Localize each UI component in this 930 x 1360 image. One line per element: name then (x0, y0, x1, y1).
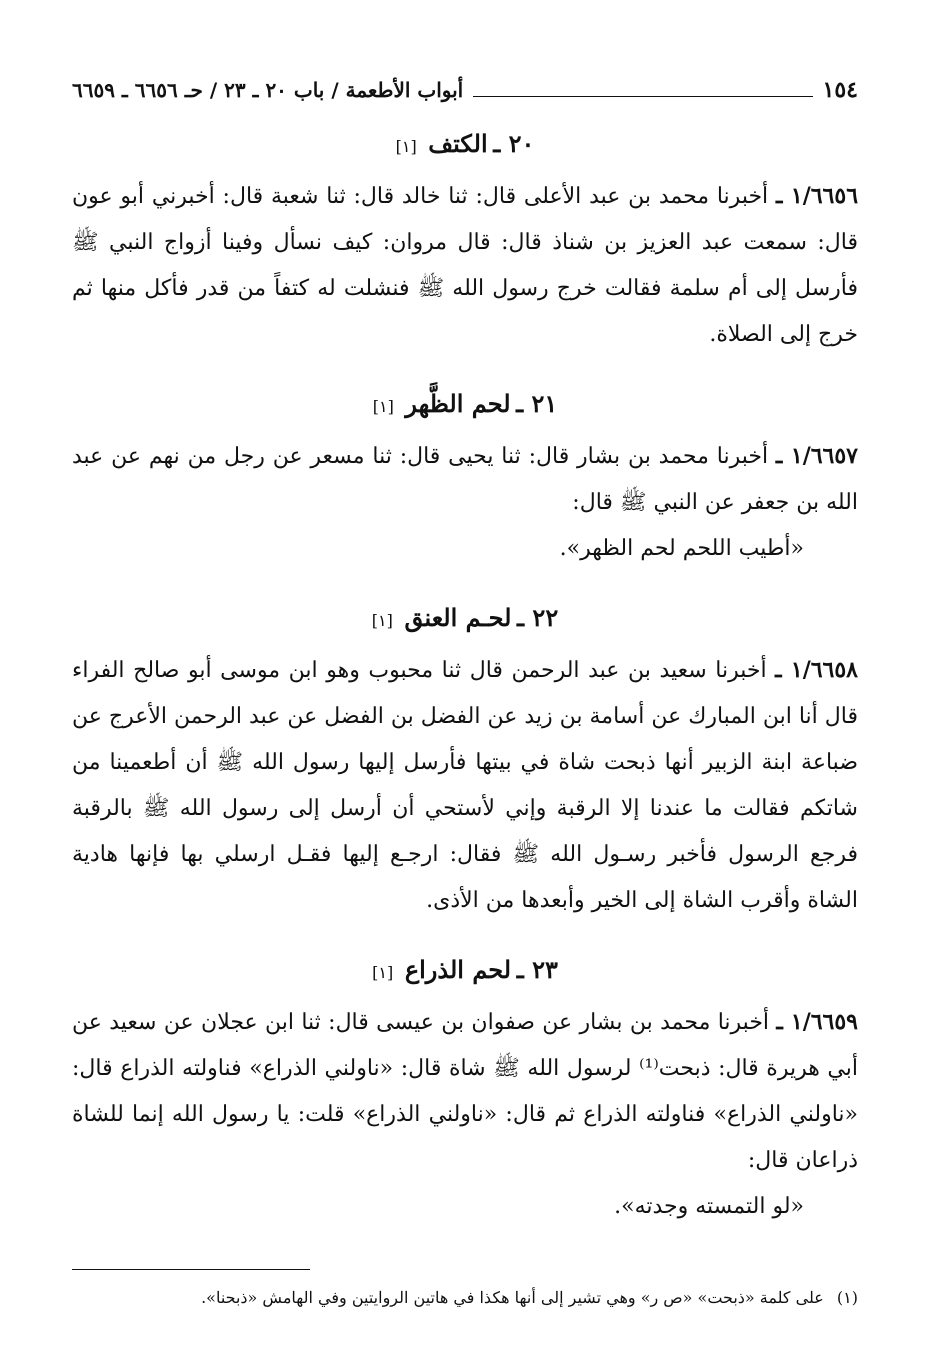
book-page (72, 70, 858, 1320)
section-title: لحم الظَّهر (405, 389, 511, 418)
section-heading (72, 378, 858, 433)
hadith-text: أخبرنا محمد بن عبد الأعلى قال: ثنا خالد قال: ثنا شعبة قال: أخبرني أبو عون قال: سمعت عبد العزيز بن شناذ قال: قال مروان: كيف نسأل وفينا أزواج النبي ﷺ فأرسل إلى أم سلمة فقالت خرج رسول الله ﷺ فنشلت له كتفاً من قدر فأكل منها ثم خرج إلى الصلاة. (72, 184, 858, 347)
footnote-text: على كلمة «ذبحت» «ص ر» وهي تشير إلى أنها هكذا في هاتين الروايتين وفي الهامش «ذبحنا». (201, 1288, 824, 1307)
page-number: ١٥٤ (822, 77, 858, 103)
footnote (72, 1284, 858, 1312)
section-number: ٢٣ ـ (516, 955, 558, 984)
section-number: ٢١ ـ (516, 389, 558, 418)
hadith-number: ١/٦٦٥٨ ـ (775, 657, 858, 683)
header-rule (473, 96, 812, 97)
prophetic-quote: «أطيب اللحم لحم الظهر». (559, 536, 804, 561)
section-ref: [١] (371, 611, 393, 630)
hadith-paragraph (72, 647, 858, 924)
running-title: أبواب الأطعمة / باب ٢٠ ـ ٢٣ / حـ ٦٦٥٦ ـ ٦٦٥٩ (72, 78, 464, 102)
section-ref: [١] (372, 397, 394, 416)
section-number: ٢٢ ـ (517, 603, 559, 632)
running-header (72, 70, 858, 110)
hadith-text: أخبرنا محمد بن بشار قال: ثنا يحيى قال: ثنا مسعر عن رجل من نهم عن عبد الله بن جعفر عن النبي ﷺ قال: (72, 444, 858, 515)
hadith-paragraph (72, 433, 858, 526)
hadith-text: أخبرنا سعيد بن عبد الرحمن قال ثنا محبوب وهو ابن موسى أبو صالح الفراء قال أنا ابن المبارك عن أسامة بن زيد عن الفضل بن الفضل عن عبد الرحمن الأعرج عن ضباعة ابنة الزبير أنها ذبحت شاة في بيتها فأرسل إليها رسول الله ﷺ أن أطعمينا من شاتكم فقالت ما عندنا إلا الرقبة وإني لأستحي أن أرسل إلى رسول الله ﷺ بالرقبة فرجع الرسول فأخبر رسـول الله ﷺ فقال: ارجـع إليها فقـل ارسلي بها فإنها هادية الشاة وأقرب الشاة إلى الخير وأبعدها من الأذى. (72, 658, 858, 913)
section-title: لحـم العنق (404, 603, 512, 632)
section-title: الكتف (428, 129, 488, 158)
hadith-paragraph (72, 999, 858, 1184)
footnote-number: (١) (836, 1288, 858, 1307)
hadith-paragraph (72, 173, 858, 358)
hadith-text: أخبرنا محمد بن بشار عن صفوان بن عيسى قال: ثنا ابن عجلان عن سعيد عن أبي هريرة قال: ذبحت⁽¹⁾ لرسول الله ﷺ شاة قال: «ناولني الذراع» فناولته الذراع قال: «ناولني الذراع» فناولته الذراع ثم قال: «ناولني الذراع» قلت: يا رسول الله إنما للشاة ذراعان قال: (72, 1010, 859, 1173)
prophetic-quote: «لو التمسته وجدته». (614, 1194, 804, 1219)
hadith-number: ١/٦٦٥٦ ـ (775, 183, 859, 209)
section-heading (72, 592, 858, 647)
section-ref: [١] (395, 137, 417, 156)
hadith-number: ١/٦٦٥٩ ـ (776, 1009, 858, 1035)
section-heading (72, 944, 858, 999)
section-number: ٢٠ ـ (493, 129, 535, 158)
section-heading (72, 118, 858, 173)
hadith-number: ١/٦٦٥٧ ـ (775, 443, 858, 469)
footnote-rule (72, 1269, 310, 1270)
section-ref: [١] (372, 963, 394, 982)
section-title: لحم الذراع (404, 955, 512, 984)
